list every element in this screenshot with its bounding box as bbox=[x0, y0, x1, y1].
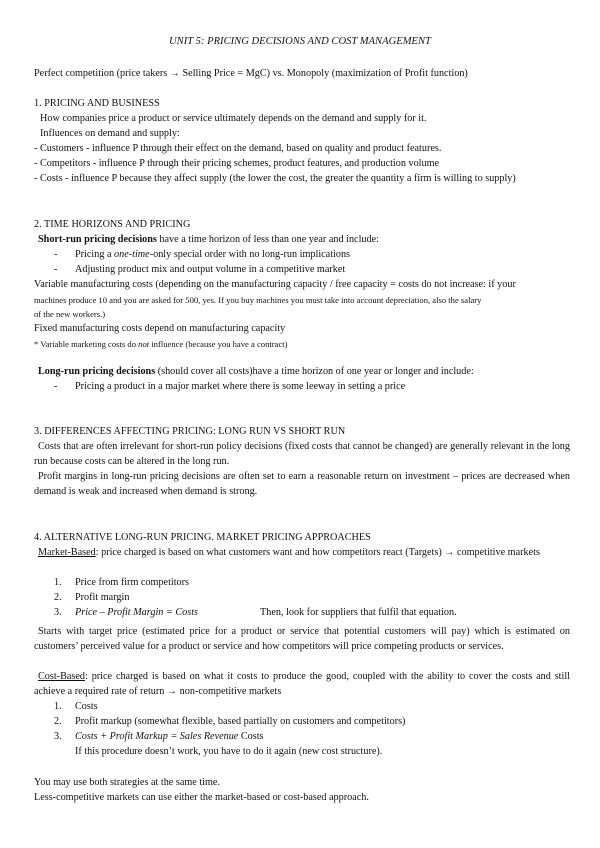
cost-based-definition: Cost-Based: price charged is based on what it costs to produce the good, coupled with the ability to cover the costs and still achieve a required rate of return → non-competitive markets bbox=[34, 671, 570, 697]
bullet-competitors: - Competitors - influence P through their pricing schemes, product features, and production volume bbox=[34, 158, 440, 169]
bullet-costs: - Costs - influence P because they affect supply (the lower the cost, the greater the quantity a firm is willing to supply) bbox=[34, 173, 516, 184]
short-run-intro: Short-run pricing decisions have a time horizon of less than one year and include: bbox=[38, 234, 379, 245]
target-price-paragraph: Starts with target price (estimated price for a product or service that potential customers will pay) which is estimated on customers’ perceived value for a product or service and how competitors will price competing products or services. bbox=[34, 626, 570, 652]
outro-line-2: Less-competitive markets can use either the market-based or cost-based approach. bbox=[34, 792, 369, 803]
intro-line: Perfect competition (price takers → Selling Price = MgC) vs. Monopoly (maximization of Profit function) bbox=[34, 68, 468, 79]
page-title: UNIT 5: PRICING DECISIONS AND COST MANAGEMENT bbox=[169, 36, 431, 47]
variable-costs-line-1: Variable manufacturing costs (depending on the manufacturing capacity / free capacity = costs do not increase: if your bbox=[34, 279, 516, 290]
market-based-definition: Market-Based: price charged is based on what customers want and how competitors react (Targets) → competitive markets bbox=[38, 547, 540, 558]
section-3-paragraph-2: Profit margins in long-run pricing decisions are often set to earn a reasonable return on investment – prices are decreased when demand is weak and increased when demand is strong. bbox=[34, 471, 570, 497]
long-run-term: Long-run pricing decisions bbox=[38, 366, 156, 377]
cost-based-formula: Costs + Profit Markup = Sales Revenue bbox=[75, 731, 239, 742]
fixed-costs-line: Fixed manufacturing costs depend on manufacturing capacity bbox=[34, 323, 286, 334]
variable-costs-line-2: machines produce 10 and you are asked for 500, yes. If you buy machines you must take into account depreciation, also the salary bbox=[34, 295, 482, 305]
section-1-paragraph: How companies price a product or service ultimately depends on the demand and supply for it. bbox=[40, 113, 427, 124]
cost-based-label: Cost-Based bbox=[38, 671, 85, 682]
variable-costs-line-3: of the new workers.) bbox=[34, 309, 106, 319]
market-based-label: Market-Based bbox=[38, 547, 96, 558]
short-run-term: Short-run pricing decisions bbox=[38, 234, 157, 245]
bullet-customers: - Customers - influence P through their effect on the demand, based on quality and product features. bbox=[34, 143, 442, 154]
section-1-influences: Influences on demand and supply: bbox=[40, 128, 180, 139]
section-4-heading: 4. ALTERNATIVE LONG-RUN PRICING. MARKET PRICING APPROACHES bbox=[34, 532, 371, 543]
document-page: UNIT 5: PRICING DECISIONS AND COST MANAGEMENT Perfect competition (price takers → Selling Price = MgC) vs. Monopoly (maximization of Profit function) 1. PRICING AND BUSINESS How companies price a product or service ultimately depends on the demand and supply for it. Influences on demand and supply: - Customers - influence P through their effect on the demand, based on quality and product features. - Competitors - influence P through their pricing schemes, product features, and production volume - Costs - influence P because they affect supply (the lower the cost, the greater the quantity a firm is willing to supply) 2. TIME HORIZONS AND PRICING Short-run pricing decisions have a time horizon of less than one year and include: - Pricing a one-time-only special order with no long-run implications - Adjusting product mix and output volume in a competitive market Variable manufacturing costs (depending on the manufacturing capacity / free capacity = costs do not increase: if your machines produce 10 and you are asked for 500, yes. If you buy machines you must take into account depreciation, also the salary of the new workers.) Fixed manufacturing costs depend on manufacturing capacity * Variable marketing costs do not influence (because you have a contract) Long-run pricing decisions (should cover all costs)have a time horizon of one year or longer and include: - Pricing a product in a major market where there is some leeway in setting a price 3. DIFFERENCES AFFECTING PRICING: LONG RUN VS SHORT RUN Costs that are often irrelevant for short-run policy decisions (fixed costs that cannot be changed) are generally relevant in the long run because costs can be altered in the long run. Profit margins in long-run pricing decisions are often set to earn a reasonable return on investment – prices are decreased when demand is weak and increased when demand is strong. 4. ALTERNATIVE LONG-RUN PRICING. MARKET PRICING APPROACHES Market-Based: price charged is based on what customers want and how competitors react (Targets) → competitive markets 1. Price from firm competitors 2. Profit margin 3. Price – Profit Margin = Costs Then, look for suppliers that fulfil that equation. Starts with target price (estimated price for a product or service that potential customers will pay) which is estimated on customers’ perceived value for a product or service and how competitors will price competing products or services. Cost-Based: price charged is based on what it costs to produce the good, coupled with the ability to cover the costs and still achieve a required rate of return → non-competitive markets 1. Costs 2. Profit markup (somewhat flexible, based partially on customers and competitors) 3. Costs + Profit Markup = Sales Revenue Costs If this procedure doesn’t work, you have to do it again (new cost structure). You may use both strategies at the same time. Less-competitive markets can use either the market-based or cost-based approach. bbox=[0, 0, 600, 848]
section-1-heading: 1. PRICING AND BUSINESS bbox=[34, 98, 160, 109]
market-based-formula: Price – Profit Margin = Costs bbox=[75, 607, 198, 618]
section-3-heading: 3. DIFFERENCES AFFECTING PRICING: LONG RUN VS SHORT RUN bbox=[34, 426, 346, 437]
section-3-paragraph-1: Costs that are often irrelevant for short-run policy decisions (fixed costs that cannot be changed) are generally relevant in the long run because costs can be altered in the long run. bbox=[34, 441, 570, 467]
cost-based-fallback: If this procedure doesn’t work, you have to do it again (new cost structure). bbox=[75, 746, 383, 757]
long-run-intro: Long-run pricing decisions (should cover all costs)have a time horizon of one year or longer and include: bbox=[38, 366, 474, 377]
outro-line-1: You may use both strategies at the same time. bbox=[34, 777, 220, 788]
section-2-heading: 2. TIME HORIZONS AND PRICING bbox=[34, 219, 191, 230]
marketing-costs-note: * Variable marketing costs do not influence (because you have a contract) bbox=[34, 339, 288, 349]
